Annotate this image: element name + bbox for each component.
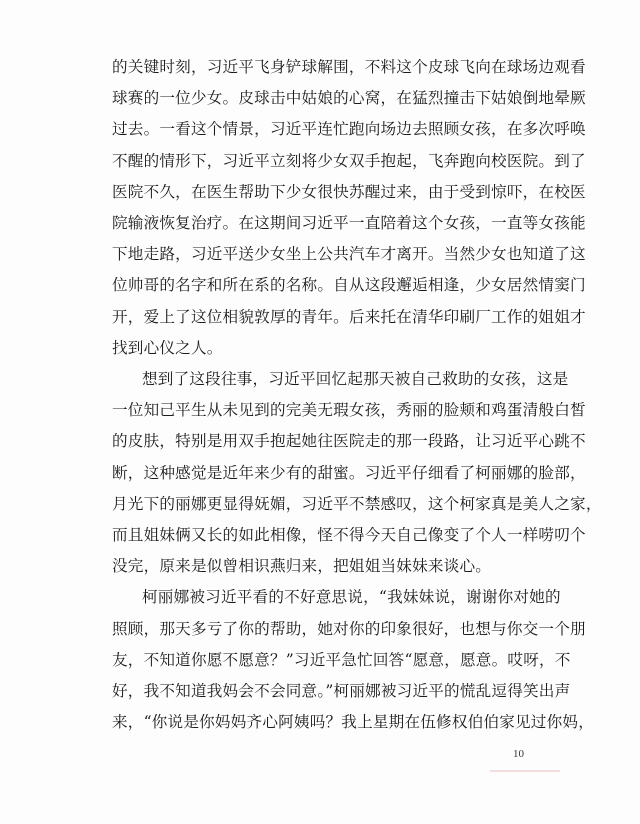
text-line: 月光下的丽娜更显得妩媚，习近平不禁感叹，这个柯家真是美人之家，	[112, 494, 602, 513]
text-line: 医院不久，在医生帮助下少女很快苏醒过来，由于受到惊吓，在校医	[112, 182, 586, 201]
text-line: 好，我不知道我妈会不会同意。”柯丽娜被习近平的慌乱逗得笑出声	[112, 682, 571, 701]
text-line: 找到心仪之人。	[112, 338, 223, 357]
text-line: 的关键时刻，习近平飞身铲球解围，不料这个皮球飞向在球场边观看	[112, 58, 586, 76]
text-line: 而且姐妹俩又长的如此相像，怪不得今天自己像变了个人一样唠叨个	[112, 526, 586, 545]
paragraph	[112, 364, 602, 582]
scan-mark	[490, 770, 560, 772]
text-line: 下地走路，习近平送少女坐上公共汽车才离开。当然少女也知道了这	[112, 245, 586, 264]
text-line: 想到了这段往事，习近平回忆起那天被自己救助的女孩，这是	[142, 370, 569, 389]
text-line: 过去。一看这个情景，习近平连忙跑向场边去照顾女孩，在多次呼唤	[112, 120, 586, 139]
text-line: 开，爱上了这位相貌敦厚的青年。后来托在清华印刷厂工作的姐姐才	[112, 307, 586, 326]
text-line: 一位知己平生从未见到的完美无瑕女孩，秀丽的脸颊和鸡蛋清般白皙	[112, 401, 586, 420]
text-line: 照顾，那天多亏了你的帮助，她对你的印象很好，也想与你交一个朋	[112, 619, 586, 638]
text-line: 位帅哥的名字和所在系的名称。自从这段邂逅相逢，少女居然情窦门	[112, 276, 586, 295]
text-line: 不醒的情形下，习近平立刻将少女双手抱起，飞奔跑向校医院。到了	[112, 151, 586, 170]
text-line: 球赛的一位少女。皮球击中姑娘的心窝，在猛烈撞击下姑娘倒地晕厥	[112, 89, 586, 108]
paragraph	[112, 582, 594, 738]
body-text	[112, 52, 602, 738]
paragraph	[112, 52, 586, 364]
text-line: 断，这种感觉是近年来少有的甜蜜。习近平仔细看了柯丽娜的脸部，	[112, 463, 586, 482]
text-line: 没完，原来是似曾相识燕归来，把姐姐当妹妹来谈心。	[112, 557, 492, 576]
page-number: 10	[513, 748, 524, 760]
text-line: 院输液恢复治疗。在这期间习近平一直陪着这个女孩，一直等女孩能	[112, 214, 586, 233]
text-line: 柯丽娜被习近平看的不好意思说，“我妹妹说，谢谢你对她的	[142, 588, 561, 607]
text-line: 友，不知道你愿不愿意？”习近平急忙回答“愿意，愿意。哎呀，不	[112, 650, 571, 669]
text-line: 的皮肤，特别是用双手抱起她往医院走的那一段路，让习近平心跳不	[112, 432, 586, 451]
text-line: 来，“你说是你妈妈齐心阿姨吗？我上星期在伍修权伯伯家见过你妈，	[112, 713, 594, 732]
